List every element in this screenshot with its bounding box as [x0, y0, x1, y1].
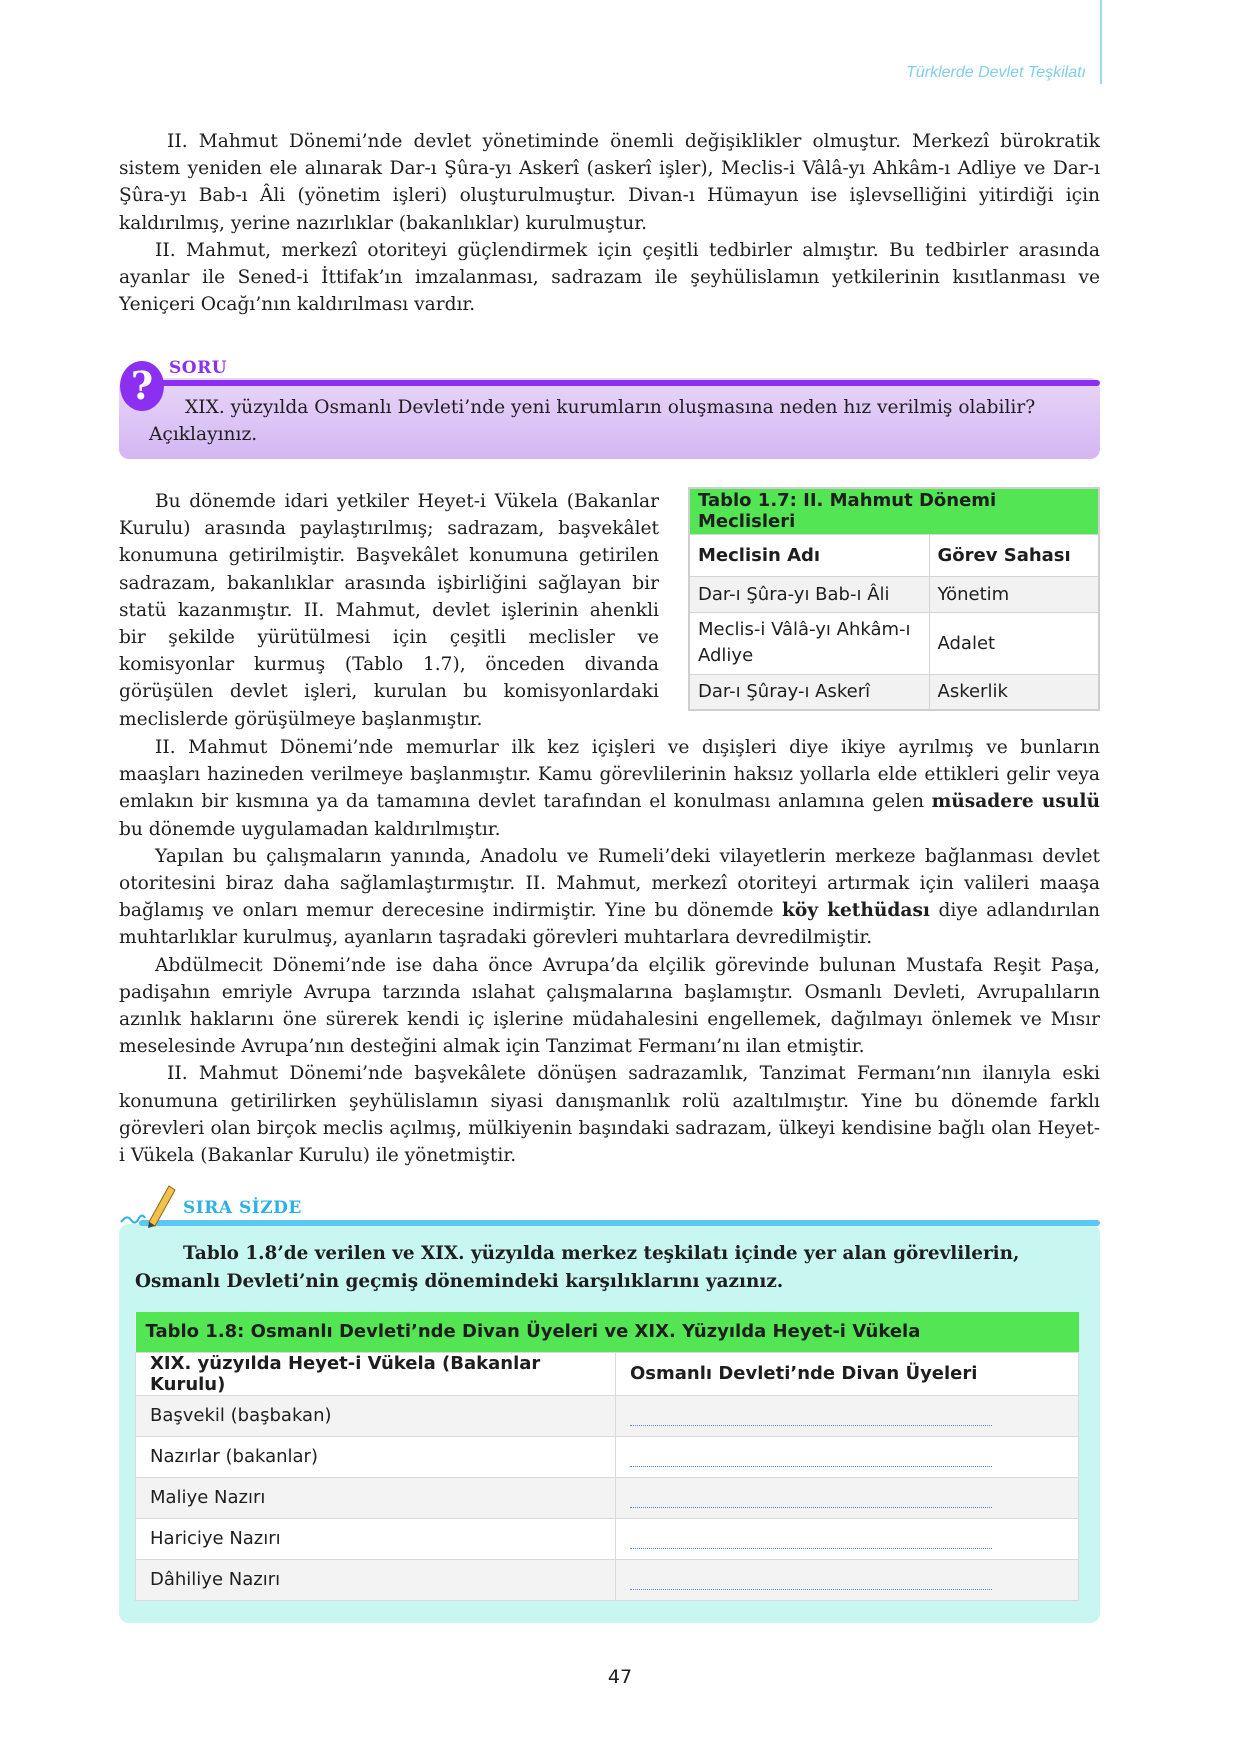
paragraph: II. Mahmut Dönemi’nde devlet yönetiminde önemli değişiklikler olmuştur. Merkezî bürokratik sistem yeniden ele alınarak Dar-ı Şûra-yı Askerî (askerî işler), Meclis-i Vâlâ-yı Ahkâm-ı Adliye ve Dar-ı Şûra-yı Bab-ı Âli (yönetim işleri) oluşturulmuştur. Divan-ı Hümayun ise işlevselliğini yitirdiği için kaldırılmış, yerine nazırlıklar (bakanlıklar) kurulmuştur.: [119, 131, 1100, 234]
table-1-8: [135, 1312, 1079, 1601]
table-row: [689, 612, 1099, 674]
table-cell: Başvekil (başbakan): [136, 1395, 616, 1436]
soru-question: XIX. yüzyılda Osmanlı Devleti’nde yeni kurumların oluşmasına neden hız verilmiş olabilir? Açıklayınız.: [149, 397, 1036, 445]
page-number: 47: [607, 1666, 633, 1688]
table-cell: Dâhiliye Nazırı: [136, 1559, 616, 1600]
table-cell: Yönetim: [929, 576, 1099, 612]
running-head: Türklerde Devlet Teşkilatı: [906, 64, 1086, 81]
table-caption: Tablo 1.7: II. Mahmut Dönemi Meclisleri: [689, 488, 1099, 534]
table-cell: Nazırlar (bakanlar): [136, 1436, 616, 1477]
table-cell: Dar-ı Şûra-yı Bab-ı Âli: [689, 576, 929, 612]
soru-box: [119, 356, 1100, 459]
table-cell: Meclis-i Vâlâ-yı Ahkâm-ı Adliye: [689, 612, 929, 674]
table-cell: Hariciye Nazırı: [136, 1518, 616, 1559]
paragraph: [119, 734, 1100, 843]
sira-sizde-box: [119, 1198, 1100, 1623]
answer-blank[interactable]: [616, 1395, 1079, 1436]
body-text: [119, 734, 1100, 1169]
answer-blank[interactable]: [616, 1559, 1079, 1600]
paragraph: [119, 843, 1100, 952]
text-run: bu dönemde uygulamadan kaldırılmıştır.: [119, 818, 501, 840]
text-run: diye adlandırılan muhtarlıklar kurulmuş, ayanların taşradaki görevleri muhtarlara devredilmiştir.: [119, 900, 1100, 949]
table-cell: Dar-ı Şûray-ı Askerî: [689, 674, 929, 710]
answer-blank[interactable]: [616, 1518, 1079, 1559]
text-run: II. Mahmut Dönemi’nde memurlar ilk kez içişleri ve dışişleri diye ikiye ayrılmış ve bunların maaşları hazineden verilmeye başlanmıştır. Kamu görevlilerinin haksız yollarla elde ettikleri gelir veya emlakın bir kısmına ya da tamamına devlet tarafından el konulması anlamına gelen: [119, 737, 1100, 813]
pencil-writing-icon: [119, 1182, 181, 1228]
intro-text: [119, 128, 1100, 318]
table-row: [136, 1436, 1079, 1477]
term-koy-kethudasi: köy kethüdası: [781, 900, 930, 922]
soru-rule: [159, 380, 1100, 386]
table-row: [136, 1477, 1079, 1518]
table-caption: Tablo 1.8: Osmanlı Devleti’nde Divan Üyeleri ve XIX. Yüzyılda Heyet-i Vükela: [136, 1312, 1079, 1352]
table-row: [136, 1518, 1079, 1559]
header-rule: [1100, 0, 1102, 84]
column-header: Görev Sahası: [929, 534, 1099, 576]
sira-instruction: Tablo 1.8’de verilen ve XIX. yüzyılda merkez teşkilatı içinde yer alan görevlilerin, Osmanlı Devleti’nin geçmiş dönemindeki karşılıklarını yazınız.: [135, 1243, 1020, 1292]
column-header: Osmanlı Devleti’nde Divan Üyeleri: [616, 1352, 1079, 1395]
column-header: XIX. yüzyılda Heyet-i Vükela (Bakanlar Kurulu): [136, 1352, 616, 1395]
side-text: [119, 488, 659, 733]
svg-text:?: ?: [130, 363, 154, 408]
table-row: [689, 576, 1099, 612]
table-cell: Maliye Nazırı: [136, 1477, 616, 1518]
column-header: Meclisin Adı: [689, 534, 929, 576]
sira-label: SIRA SİZDE: [183, 1198, 302, 1218]
answer-blank[interactable]: [616, 1477, 1079, 1518]
paragraph: II. Mahmut Dönemi’nde başvekâlete dönüşen sadrazamlık, Tanzimat Fermanı’nın ilanıyla eski konumuna getirilirken şeyhülislamın siyasi danışmanlık rolü azaltılmıştır. Yine bu dönemde farklı görevleri olan birçok meclis açılmış, mülkiyenin başındaki sadrazam, ülkeyi kendisine bağlı olan Heyet-i Vükela (Bakanlar Kurulu) ile yönetmiştir.: [119, 1063, 1100, 1167]
table-cell: Adalet: [929, 612, 1099, 674]
table-row: [136, 1559, 1079, 1600]
term-musadere: müsadere usulü: [931, 791, 1100, 813]
paragraph: Abdülmecit Dönemi’nde ise daha önce Avrupa’da elçilik görevinde bulunan Mustafa Reşit Paşa, padişahın emriyle Avrupa tarzında ıslahat çalışmalarına başlamıştır. Osmanlı Devleti, Avrupalıların azınlık haklarını öne sürerek kendi iç işlerine müdahalesini engellemek, dağılmayı önlemek ve Mısır meselesinde Avrupa’nın desteğini almak için Tanzimat Fermanı’nı ilan etmiştir.: [119, 954, 1100, 1058]
table-1-7: [688, 487, 1100, 711]
soru-label: SORU: [169, 358, 228, 378]
paragraph: II. Mahmut, merkezî otoriteyi güçlendirmek için çeşitli tedbirler almıştır. Bu tedbirler arasında ayanlar ile Sened-i İttifak’ın imzalanması, sadrazam ile şeyhülislamın yetkilerinin kısıtlanması ve Yeniçeri Ocağı’nın kaldırılması vardır.: [119, 239, 1100, 316]
answer-blank[interactable]: [616, 1436, 1079, 1477]
sira-rule: [139, 1220, 1100, 1226]
table-row: [689, 674, 1099, 710]
table-cell: Askerlik: [929, 674, 1099, 710]
paragraph: Bu dönemde idari yetkiler Heyet-i Vükela (Bakanlar Kurulu) arasında paylaştırılmış; sadrazam, başvekâlet konumuna getirilmiştir. Başvekâlet konumuna getirilen sadrazam, bakanlıklar arasında işbirliğini sağlayan bir statü kazanmıştır. II. Mahmut, devlet işlerinin ahenkli bir şekilde yürütülmesi için çeşitli meclisler ve komisyonlar kurmuş (Tablo 1.7), önceden divanda görüşülen devlet işleri, kurulan bu komisyonlardaki meclislerde görüşülmeye başlanmıştır.: [119, 491, 659, 730]
table-row: [136, 1395, 1079, 1436]
text-run: Yapılan bu çalışmaların yanında, Anadolu ve Rumeli’deki vilayetlerin merkeze bağlanması devlet otoritesini biraz daha sağlamlaştırmıştır. II. Mahmut, merkezî otoriteyi artırmak için valileri maaşa bağlamış ve onları memur derecesine indirmiştir. Yine bu dönemde: [119, 845, 1100, 922]
